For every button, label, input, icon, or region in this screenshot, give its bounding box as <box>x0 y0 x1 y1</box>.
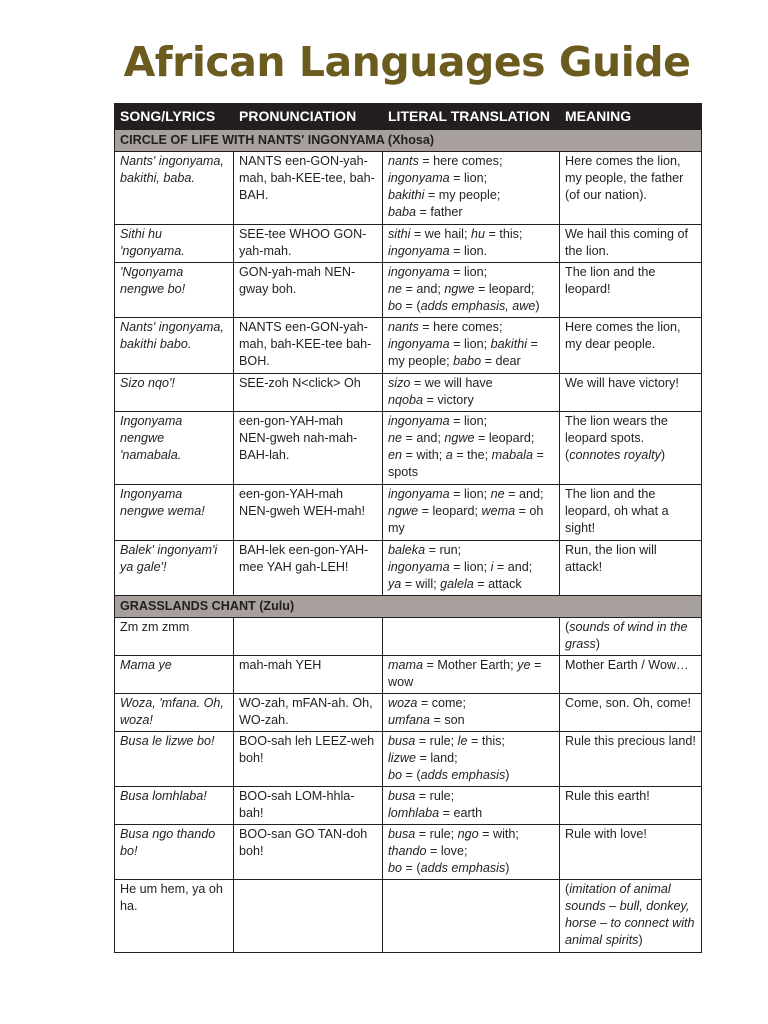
meaning-cell: Mother Earth / Wow… <box>560 656 702 694</box>
meaning-cell: We hail this coming of the lion. <box>560 225 702 263</box>
table-row <box>115 263 702 318</box>
section-header-row <box>115 130 702 152</box>
table-row <box>115 618 702 656</box>
section-title: CIRCLE OF LIFE WITH NANTS' INGONYAMA (Xhosa) <box>115 130 702 152</box>
table-row <box>115 656 702 694</box>
lyric-cell: Busa ngo thando bo! <box>115 825 234 880</box>
page-title: African Languages Guide <box>123 38 691 86</box>
meaning-cell: Run, the lion will attack! <box>560 541 702 596</box>
literal-translation-cell: busa = rule; ngo = with; thando = love; bo = (adds emphasis) <box>383 825 560 880</box>
section-title: GRASSLANDS CHANT (Zulu) <box>115 596 702 618</box>
meaning-cell: The lion and the leopard, oh what a sight! <box>560 485 702 541</box>
literal-translation-cell: sithi = we hail; hu = this; ingonyama = lion. <box>383 225 560 263</box>
table-row <box>115 732 702 787</box>
literal-translation-cell: nants = here comes; ingonyama = lion; bakithi = my people; babo = dear <box>383 318 560 374</box>
lyric-cell: Sizo nqo'! <box>115 374 234 412</box>
meaning-cell: The lion and the leopard! <box>560 263 702 318</box>
pronunciation-cell: BOO-sah leh LEEZ-weh boh! <box>234 732 383 787</box>
header-literal-translation: LITERAL TRANSLATION <box>383 104 560 130</box>
language-guide-table <box>114 103 702 953</box>
pronunciation-cell: GON-yah-mah NEN-gway boh. <box>234 263 383 318</box>
pronunciation-cell: BOO-san GO TAN-doh boh! <box>234 825 383 880</box>
lyric-cell: Busa le lizwe bo! <box>115 732 234 787</box>
meaning-cell: Here comes the lion, my dear people. <box>560 318 702 374</box>
table-row <box>115 485 702 541</box>
meaning-cell: Rule this earth! <box>560 787 702 825</box>
lyric-cell: Busa lomhlaba! <box>115 787 234 825</box>
table-row <box>115 825 702 880</box>
lyric-cell: He um hem, ya oh ha. <box>115 880 234 953</box>
lyric-cell: Balek' ingonyam'i ya gale'! <box>115 541 234 596</box>
lyric-cell: Nants' ingonyama, bakithi babo. <box>115 318 234 374</box>
table-row <box>115 787 702 825</box>
lyric-cell: Woza, 'mfana. Oh, woza! <box>115 694 234 732</box>
literal-translation-cell <box>383 880 560 953</box>
meaning-cell: We will have victory! <box>560 374 702 412</box>
pronunciation-cell: BOO-sah LOM-hhla-bah! <box>234 787 383 825</box>
header-pronunciation: PRONUNCIATION <box>234 104 383 130</box>
pronunciation-cell <box>234 618 383 656</box>
literal-translation-cell: ingonyama = lion; ne = and; ngwe = leopard; en = with; a = the; mabala = spots <box>383 412 560 485</box>
meaning-cell: The lion wears the leopard spots. (connotes royalty) <box>560 412 702 485</box>
lyric-cell: Mama ye <box>115 656 234 694</box>
meaning-cell: (sounds of wind in the grass) <box>560 618 702 656</box>
lyric-cell: Ingonyama nengwe 'namabala. <box>115 412 234 485</box>
meaning-cell: Come, son. Oh, come! <box>560 694 702 732</box>
table-row <box>115 694 702 732</box>
pronunciation-cell: BAH-lek een-gon-YAH-mee YAH gah-LEH! <box>234 541 383 596</box>
table-row <box>115 412 702 485</box>
table-body <box>115 130 702 953</box>
lyric-cell: Ingonyama nengwe wema! <box>115 485 234 541</box>
pronunciation-cell: NANTS een-GON-yah-mah, bah-KEE-tee, bah-BAH. <box>234 152 383 225</box>
meaning-cell: Rule with love! <box>560 825 702 880</box>
table-row <box>115 152 702 225</box>
meaning-cell: Here comes the lion, my people, the father (of our nation). <box>560 152 702 225</box>
literal-translation-cell: nants = here comes; ingonyama = lion; bakithi = my people; baba = father <box>383 152 560 225</box>
literal-translation-cell: busa = rule; le = this; lizwe = land; bo = (adds emphasis) <box>383 732 560 787</box>
pronunciation-cell: SEE-tee WHOO GON-yah-mah. <box>234 225 383 263</box>
header-row <box>115 104 702 130</box>
pronunciation-cell: een-gon-YAH-mah NEN-gweh WEH-mah! <box>234 485 383 541</box>
lyric-cell: Sithi hu 'ngonyama. <box>115 225 234 263</box>
table-row <box>115 541 702 596</box>
literal-translation-cell: sizo = we will have nqoba = victory <box>383 374 560 412</box>
literal-translation-cell: mama = Mother Earth; ye = wow <box>383 656 560 694</box>
literal-translation-cell: baleka = run; ingonyama = lion; i = and; ya = will; galela = attack <box>383 541 560 596</box>
literal-translation-cell <box>383 618 560 656</box>
table-row <box>115 225 702 263</box>
lyric-cell: Zm zm zmm <box>115 618 234 656</box>
literal-translation-cell: busa = rule; lomhlaba = earth <box>383 787 560 825</box>
table-row <box>115 318 702 374</box>
section-header-row <box>115 596 702 618</box>
pronunciation-cell: NANTS een-GON-yah-mah, bah-KEE-tee bah-BOH. <box>234 318 383 374</box>
pronunciation-cell: SEE-zoh N<click> Oh <box>234 374 383 412</box>
header-meaning: MEANING <box>560 104 702 130</box>
header-song-lyrics: SONG/LYRICS <box>115 104 234 130</box>
pronunciation-cell: WO-zah, mFAN-ah. Oh, WO-zah. <box>234 694 383 732</box>
lyric-cell: Nants' ingonyama, bakithi, baba. <box>115 152 234 225</box>
table-row <box>115 880 702 953</box>
table-row <box>115 374 702 412</box>
literal-translation-cell: woza = come; umfana = son <box>383 694 560 732</box>
literal-translation-cell: ingonyama = lion; ne = and; ngwe = leopard; wema = oh my <box>383 485 560 541</box>
meaning-cell: Rule this precious land! <box>560 732 702 787</box>
literal-translation-cell: ingonyama = lion; ne = and; ngwe = leopard; bo = (adds emphasis, awe) <box>383 263 560 318</box>
pronunciation-cell: mah-mah YEH <box>234 656 383 694</box>
lyric-cell: 'Ngonyama nengwe bo! <box>115 263 234 318</box>
pronunciation-cell <box>234 880 383 953</box>
pronunciation-cell: een-gon-YAH-mah NEN-gweh nah-mah-BAH-lah. <box>234 412 383 485</box>
meaning-cell: (imitation of animal sounds – bull, donkey, horse – to connect with animal spirits) <box>560 880 702 953</box>
